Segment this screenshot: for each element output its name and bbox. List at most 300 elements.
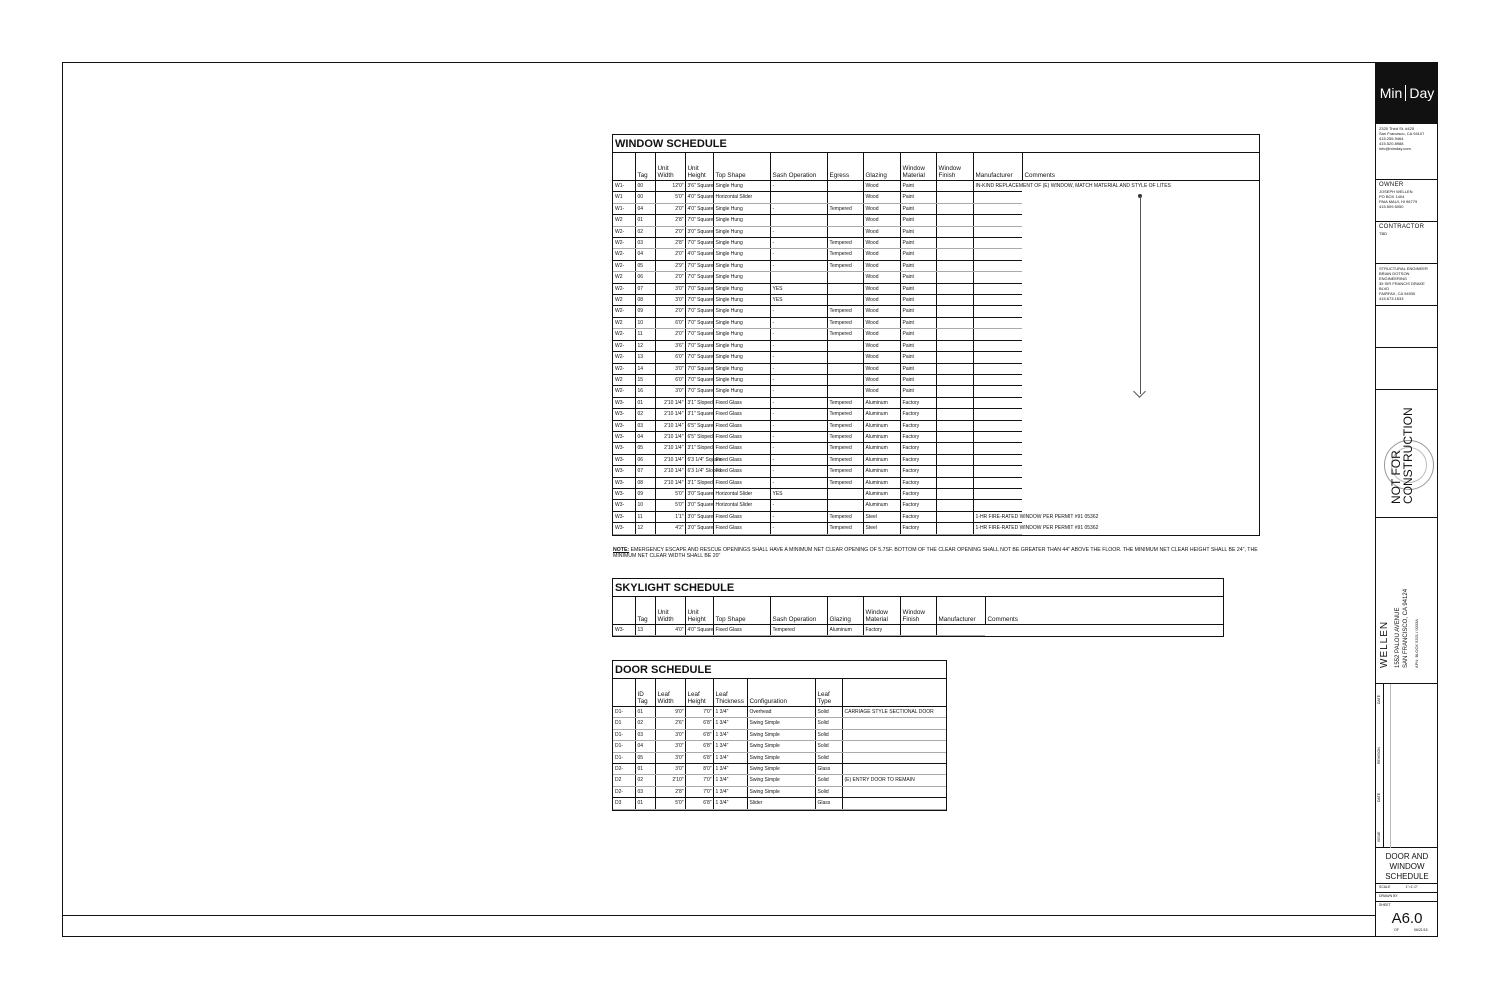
table-cell: W2- — [613, 352, 635, 363]
column-header: Unit Width — [655, 153, 685, 181]
table-cell: 3'1" Sloped — [685, 443, 713, 454]
table-cell: Tempered — [770, 625, 827, 636]
project-name: WELLEN — [1379, 620, 1390, 668]
table-cell: 4'0" Square — [685, 203, 713, 214]
table-cell: Wood — [863, 238, 900, 249]
door-schedule-title: DOOR SCHEDULE — [613, 661, 946, 679]
table-cell: Swing Simple — [747, 775, 815, 786]
table-cell: W2 — [613, 215, 635, 226]
column-header — [613, 679, 635, 707]
table-cell: 3'1" Square — [685, 409, 713, 420]
table-cell: Paint — [900, 295, 936, 306]
table-cell: 2'0" — [655, 203, 685, 214]
table-cell: W3- — [613, 454, 635, 465]
contractor-line: TBD — [1379, 231, 1387, 236]
table-cell: 6'8" — [685, 752, 713, 763]
table-cell: 02 — [635, 226, 655, 237]
logo-divider — [1405, 85, 1406, 101]
column-header — [613, 153, 635, 181]
table-cell: 2'0" — [655, 329, 685, 340]
table-cell: 3'6" — [655, 340, 685, 351]
table-cell: 7'0" Square — [685, 329, 713, 340]
column-header: Top Shape — [713, 153, 770, 181]
table-cell: - — [770, 238, 827, 249]
table-cell — [842, 741, 946, 752]
table-cell: 1-HR FIRE-RATED WINDOW PER PERMIT #91 05362 — [973, 523, 1022, 534]
table-cell: 1'1" — [655, 511, 685, 522]
table-cell: W2- — [613, 306, 635, 317]
table-row — [613, 181, 1259, 192]
column-header: ID Tag — [635, 679, 655, 707]
project-line: APN: BLOCK 5321 / 0033A — [1414, 619, 1419, 668]
table-cell: Paint — [900, 181, 936, 192]
table-cell: Paint — [900, 249, 936, 260]
table-cell — [936, 431, 973, 442]
column-header: Configuration — [747, 679, 815, 707]
table-row — [613, 226, 1259, 237]
table-cell: W3- — [613, 477, 635, 488]
table-cell: Horizontal Slider — [713, 192, 770, 203]
table-row — [613, 363, 1259, 374]
logo-left: Min — [1379, 85, 1403, 101]
table-cell — [936, 238, 973, 249]
table-cell: 6'5" Sloped — [685, 431, 713, 442]
table-cell: 2'10 1/4" — [655, 409, 685, 420]
table-cell: CARRIAGE STYLE SECTIONAL DOOR — [842, 707, 946, 718]
table-cell: Single Hung — [713, 181, 770, 192]
table-cell: Single Hung — [713, 374, 770, 385]
table-cell — [827, 283, 863, 294]
table-cell — [936, 443, 973, 454]
table-cell: YES — [770, 295, 827, 306]
table-cell — [973, 454, 1022, 465]
table-cell: 6'8" — [685, 718, 713, 729]
contractor-block — [1376, 222, 1438, 264]
table-cell: Aluminum — [827, 625, 863, 636]
owner-block — [1376, 180, 1438, 222]
table-cell: Swing Simple — [747, 752, 815, 763]
table-cell: 03 — [635, 420, 655, 431]
table-cell — [936, 500, 973, 511]
table-cell: 4'0" Square — [685, 249, 713, 260]
table-cell: Swing Simple — [747, 718, 815, 729]
owner-label: OWNER — [1379, 182, 1404, 188]
table-cell: 2'10 1/4" — [655, 466, 685, 477]
table-cell: Aluminum — [863, 454, 900, 465]
table-cell: Paint — [900, 340, 936, 351]
project-line: 1552 PALOU AVENUE — [1395, 607, 1401, 668]
table-cell: 05 — [635, 752, 655, 763]
table-cell: Wood — [863, 329, 900, 340]
table-cell: Horizontal Slider — [713, 500, 770, 511]
table-cell: Factory — [900, 523, 936, 534]
table-cell: 03 — [635, 729, 655, 740]
table-cell: Single Hung — [713, 203, 770, 214]
table-cell: YES — [770, 283, 827, 294]
table-cell: 11 — [635, 329, 655, 340]
table-cell — [973, 409, 1022, 420]
table-cell: 7'0" Square — [685, 215, 713, 226]
table-cell: 6'5" Square — [685, 420, 713, 431]
table-cell: 7'0" Square — [685, 272, 713, 283]
table-cell: 5'0" — [655, 192, 685, 203]
table-cell: 07 — [635, 466, 655, 477]
table-cell: W3- — [613, 466, 635, 477]
table-cell — [770, 272, 827, 283]
table-cell — [900, 625, 936, 636]
table-cell: Swing Simple — [747, 764, 815, 775]
table-cell — [973, 431, 1022, 442]
table-cell: 05 — [635, 443, 655, 454]
table-cell — [973, 420, 1022, 431]
address-line: 2325 Third St. #425 — [1379, 126, 1415, 131]
table-row — [613, 775, 946, 786]
table-cell: Paint — [900, 192, 936, 203]
table-cell: D2- — [613, 786, 635, 797]
table-cell: Paint — [900, 317, 936, 328]
table-cell: Paint — [900, 203, 936, 214]
table-row — [613, 409, 1259, 420]
project-line: SAN FRANCISCO, CA 94124 — [1403, 588, 1409, 668]
table-cell — [827, 386, 863, 397]
table-cell: 2'10 1/4" — [655, 431, 685, 442]
table-cell: 00 — [635, 192, 655, 203]
table-cell: W2- — [613, 363, 635, 374]
scale-label: SCALE — [1379, 885, 1391, 889]
table-cell: Tempered — [827, 238, 863, 249]
table-cell — [936, 511, 973, 522]
table-cell — [936, 397, 973, 408]
table-cell — [936, 192, 973, 203]
table-cell: - — [770, 409, 827, 420]
table-cell: 16 — [635, 386, 655, 397]
address-line: San Francisco, CA 94107 — [1379, 131, 1425, 136]
table-cell: 7'0" Square — [685, 295, 713, 306]
table-cell: Solid — [815, 775, 842, 786]
table-cell: 1-HR FIRE-RATED WINDOW PER PERMIT #91 05362 — [973, 511, 1022, 522]
table-cell: 01 — [635, 707, 655, 718]
table-cell: IN-KIND REPLACEMENT OF (E) WINDOW, MATCH MATERIAL AND STYLE OF LITES — [973, 181, 1022, 192]
table-cell — [973, 477, 1022, 488]
table-cell: Paint — [900, 306, 936, 317]
table-cell: - — [770, 317, 827, 328]
table-row — [613, 741, 946, 752]
table-cell: Aluminum — [863, 477, 900, 488]
table-cell: 4'2" — [655, 523, 685, 534]
table-cell: W2 — [613, 317, 635, 328]
table-cell: Single Hung — [713, 317, 770, 328]
structural-block — [1376, 264, 1438, 306]
table-cell: 1 3/4" — [713, 707, 747, 718]
table-cell — [973, 238, 1022, 249]
table-cell: - — [770, 203, 827, 214]
column-header: Unit Height — [685, 153, 713, 181]
table-cell: Paint — [900, 238, 936, 249]
table-cell: Tempered — [827, 454, 863, 465]
table-cell: - — [770, 181, 827, 192]
table-cell: W3- — [613, 625, 635, 636]
table-cell — [936, 306, 973, 317]
table-cell: Factory — [900, 431, 936, 442]
column-header: Comments — [1022, 153, 1259, 181]
table-cell — [973, 352, 1022, 363]
table-cell: Tempered — [827, 477, 863, 488]
table-cell — [973, 215, 1022, 226]
table-cell: 01 — [635, 764, 655, 775]
table-cell: Aluminum — [863, 466, 900, 477]
table-cell — [973, 203, 1022, 214]
sheet-total: 06/21/15 — [1414, 928, 1428, 932]
title-block — [1375, 62, 1438, 937]
table-row — [613, 386, 1259, 397]
table-cell: Single Hung — [713, 340, 770, 351]
table-cell: Solid — [815, 752, 842, 763]
table-cell: W1 — [613, 192, 635, 203]
column-header: Leaf Thickness — [713, 679, 747, 707]
table-cell — [936, 488, 973, 499]
table-cell — [973, 295, 1022, 306]
contractor-label: CONTRACTOR — [1379, 224, 1425, 230]
window-schedule-title: WINDOW SCHEDULE — [613, 135, 1259, 153]
table-cell — [973, 329, 1022, 340]
phone-line: 415.520.8988 — [1379, 141, 1404, 146]
table-cell — [936, 181, 973, 192]
table-cell — [842, 786, 946, 797]
table-cell: Aluminum — [863, 443, 900, 454]
owner-line: PAIA MAUI, HI 96779 — [1379, 199, 1418, 204]
column-header: Window Material — [863, 597, 900, 625]
table-cell: Aluminum — [863, 488, 900, 499]
table-cell: D1- — [613, 707, 635, 718]
column-header: Glazing — [827, 597, 863, 625]
table-row — [613, 295, 1259, 306]
table-cell: Paint — [900, 329, 936, 340]
table-cell: - — [770, 466, 827, 477]
table-cell: 7'0" — [685, 707, 713, 718]
table-cell: Factory — [900, 477, 936, 488]
table-cell: 4'0" Square — [685, 192, 713, 203]
table-cell: Wood — [863, 260, 900, 271]
table-cell: W2- — [613, 340, 635, 351]
table-cell: 3'0" Square — [685, 500, 713, 511]
table-cell: 7'0" Square — [685, 363, 713, 374]
table-cell — [973, 466, 1022, 477]
table-row — [613, 798, 946, 809]
table-cell: - — [770, 443, 827, 454]
table-cell: Single Hung — [713, 352, 770, 363]
table-cell: Single Hung — [713, 260, 770, 271]
table-cell: Fixed Glass — [713, 625, 770, 636]
table-cell — [973, 226, 1022, 237]
table-cell: W3- — [613, 397, 635, 408]
table-cell — [936, 477, 973, 488]
table-cell: Paint — [900, 352, 936, 363]
door-schedule-table — [613, 679, 946, 810]
table-cell: Paint — [900, 226, 936, 237]
table-cell — [827, 500, 863, 511]
table-cell: 2'0" — [655, 226, 685, 237]
note-label: NOTE: — [613, 547, 630, 553]
table-cell: 6'8" — [685, 798, 713, 809]
table-cell: Tempered — [827, 443, 863, 454]
table-cell: D1 — [613, 718, 635, 729]
table-cell — [936, 352, 973, 363]
structural-line: 35 SIR FRANCIS DRAKE BLVD — [1379, 281, 1425, 291]
table-cell: 6'0" — [655, 352, 685, 363]
table-cell: Single Hung — [713, 272, 770, 283]
table-cell: (E) ENTRY DOOR TO REMAIN — [842, 775, 946, 786]
table-row — [613, 329, 1259, 340]
table-cell — [827, 363, 863, 374]
table-cell: 12 — [635, 340, 655, 351]
table-cell: 12 — [635, 523, 655, 534]
table-cell: W2- — [613, 238, 635, 249]
sheet-of-label: OF — [1394, 928, 1399, 932]
table-cell: 12'0" — [655, 181, 685, 192]
stamp-text: NOT FOR CONSTRUCTION — [1389, 407, 1415, 504]
table-cell — [973, 272, 1022, 283]
table-cell: 7'0" Square — [685, 340, 713, 351]
table-cell: 1 3/4" — [713, 764, 747, 775]
table-cell — [936, 523, 973, 534]
table-cell — [936, 340, 973, 351]
table-cell: Solid — [815, 718, 842, 729]
table-cell: Fixed Glass — [713, 431, 770, 442]
table-cell — [936, 374, 973, 385]
table-cell: Fixed Glass — [713, 420, 770, 431]
table-cell: 03 — [635, 786, 655, 797]
table-cell: W2- — [613, 249, 635, 260]
column-header: Egress — [827, 153, 863, 181]
table-cell — [770, 215, 827, 226]
table-cell: 3'0" — [655, 764, 685, 775]
table-cell: D1- — [613, 752, 635, 763]
column-header: Sash Operation — [770, 597, 827, 625]
table-cell: 08 — [635, 477, 655, 488]
table-cell: Tempered — [827, 420, 863, 431]
sheet-label: SHEET — [1379, 903, 1391, 907]
column-header: Tag — [635, 597, 655, 625]
table-cell: Single Hung — [713, 283, 770, 294]
table-cell: Fixed Glass — [713, 523, 770, 534]
sheet-title: DOOR AND WINDOW SCHEDULE — [1376, 848, 1438, 884]
table-cell: Factory — [900, 409, 936, 420]
table-cell: W3- — [613, 420, 635, 431]
table-cell — [936, 226, 973, 237]
table-cell: 3'6" Square — [685, 181, 713, 192]
table-cell: - — [770, 511, 827, 522]
stamp-block — [1376, 390, 1438, 518]
table-cell: Wood — [863, 374, 900, 385]
table-cell: W2 — [613, 272, 635, 283]
table-cell: W3- — [613, 500, 635, 511]
table-cell: Wood — [863, 203, 900, 214]
table-cell: 11 — [635, 511, 655, 522]
table-cell: Steel — [863, 511, 900, 522]
table-row — [613, 203, 1259, 214]
table-cell: Glass — [815, 764, 842, 775]
owner-line: JOSEPH WELLEN — [1379, 189, 1413, 194]
table-cell — [936, 317, 973, 328]
logo-right: Day — [1409, 85, 1435, 101]
phone-line: 415.255.9464 — [1379, 136, 1404, 141]
table-cell: W3- — [613, 511, 635, 522]
table-cell: Wood — [863, 340, 900, 351]
table-cell: 04 — [635, 741, 655, 752]
table-row — [613, 420, 1259, 431]
table-row — [613, 260, 1259, 271]
table-cell — [936, 466, 973, 477]
column-header: Manufacturer — [936, 597, 985, 625]
scale-value: 1"=1'-0" — [1405, 885, 1418, 889]
table-cell: Solid — [815, 786, 842, 797]
table-cell: Paint — [900, 260, 936, 271]
table-cell: D1- — [613, 729, 635, 740]
table-row — [613, 443, 1259, 454]
table-cell: Paint — [900, 283, 936, 294]
table-cell: Factory — [900, 454, 936, 465]
table-cell: Wood — [863, 249, 900, 260]
table-cell: Wood — [863, 272, 900, 283]
rev-label: REVISION — [1377, 747, 1381, 764]
table-row — [613, 466, 1259, 477]
table-cell: Aluminum — [863, 500, 900, 511]
table-cell: Single Hung — [713, 306, 770, 317]
table-cell: 13 — [635, 352, 655, 363]
table-row — [613, 317, 1259, 328]
table-cell: - — [770, 523, 827, 534]
table-row — [613, 340, 1259, 351]
table-cell: 7'0" Square — [685, 386, 713, 397]
table-cell: Overhead — [747, 707, 815, 718]
table-cell: 3'0" — [655, 729, 685, 740]
leader-line — [1140, 196, 1141, 394]
table-cell — [842, 729, 946, 740]
table-cell — [973, 283, 1022, 294]
table-cell: W3- — [613, 488, 635, 499]
table-row — [613, 477, 1259, 488]
table-cell: W2 — [613, 295, 635, 306]
table-cell — [936, 329, 973, 340]
table-row — [613, 729, 946, 740]
table-cell: 00 — [635, 181, 655, 192]
table-cell: Paint — [900, 215, 936, 226]
table-cell: 09 — [635, 488, 655, 499]
table-cell: Solid — [815, 707, 842, 718]
column-header — [842, 679, 946, 707]
table-cell: Tempered — [827, 466, 863, 477]
table-cell — [827, 295, 863, 306]
table-cell — [827, 215, 863, 226]
table-cell: Wood — [863, 226, 900, 237]
table-cell: 01 — [635, 397, 655, 408]
structural-line: 415.673.1633 — [1379, 296, 1404, 301]
table-cell: 06 — [635, 454, 655, 465]
table-cell: 05 — [635, 260, 655, 271]
table-cell — [936, 409, 973, 420]
table-cell: Aluminum — [863, 409, 900, 420]
revision-block — [1376, 684, 1438, 848]
email-line: info@minday.com — [1379, 146, 1411, 151]
table-cell: D1- — [613, 741, 635, 752]
table-cell: Single Hung — [713, 363, 770, 374]
table-row — [613, 374, 1259, 385]
table-cell: Steel — [863, 523, 900, 534]
table-cell: - — [770, 352, 827, 363]
table-cell: Tempered — [827, 249, 863, 260]
table-cell: Single Hung — [713, 386, 770, 397]
table-cell: - — [770, 306, 827, 317]
